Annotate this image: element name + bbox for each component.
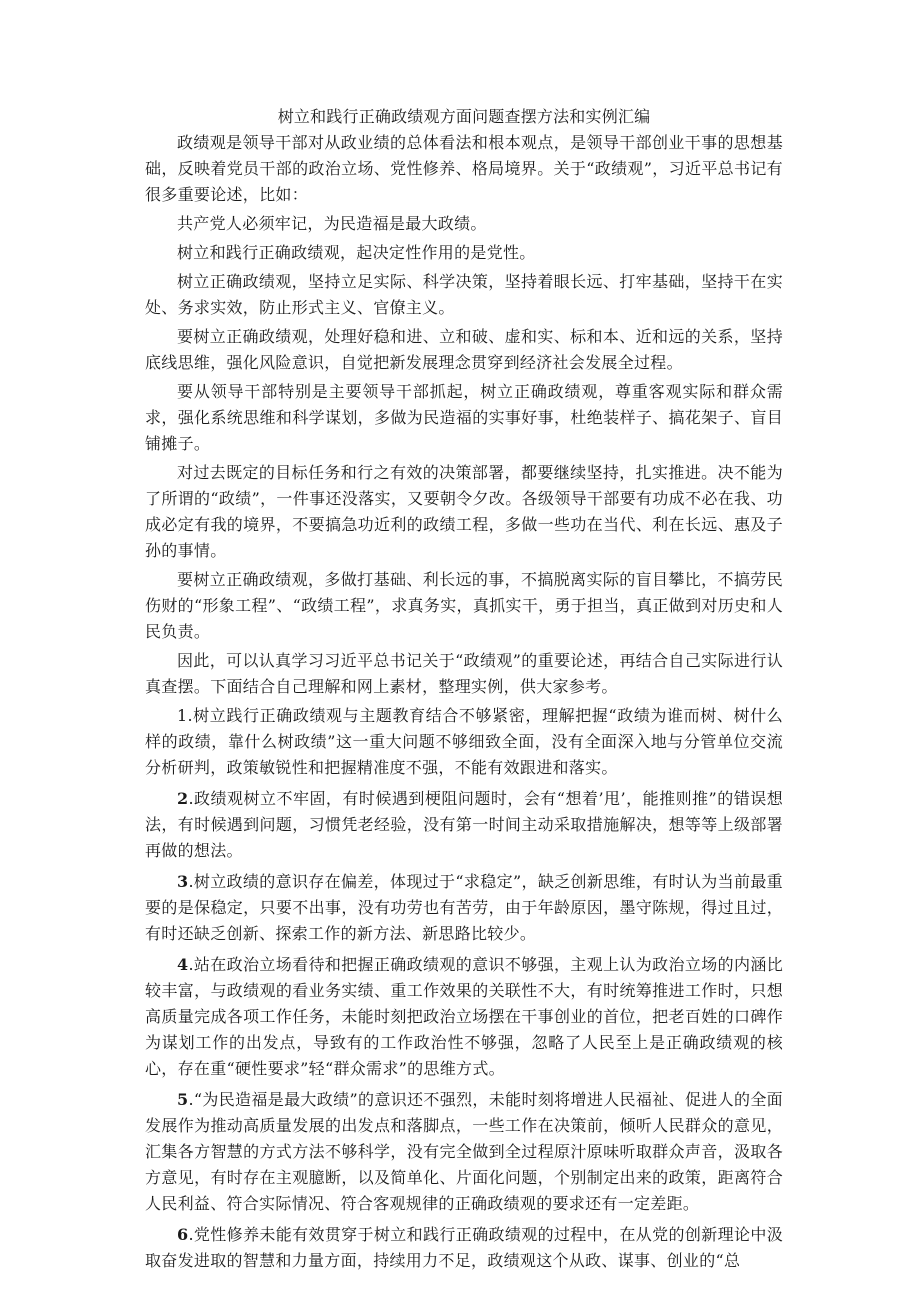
issue-item-4	[145, 952, 783, 1082]
issue-number: 6	[177, 1225, 189, 1244]
issue-number: 4	[177, 955, 189, 974]
issue-item-5	[145, 1087, 783, 1217]
quote-paragraph-7: 要树立正确政绩观，多做打基础、利长远的事，不搞脱离实际的盲目攀比，不搞劳民伤财的“形象工程”、“政绩工程”，求真务实，真抓实干，勇于担当，真正做到对历史和人民负责。	[145, 570, 783, 641]
issue-item-2	[145, 786, 783, 864]
issue-text: .“为民造福是最大政绩”的意识还不强烈，未能时刻将增进人民福祉、促进人的全面发展作为推动高质量发展的出发点和落脚点，一些工作在决策前，倾听人民群众的意见，汇集各方智慧的方式方法不够科学，没有完全做到全过程原汁原味听取群众声音，汲取各方意见，有时存在主观臆断，以及简单化、片面化问题，个别制定出来的政策，距离符合人民利益、符合实际情况、符合客观规律的正确政绩观的要求还有一定差距。	[145, 1090, 783, 1213]
issue-item-6	[145, 1222, 783, 1274]
quote-paragraph-6: 对过去既定的目标任务和行之有效的决策部署，都要继续坚持，扎实推进。决不能为了所谓的“政绩”，一件事还没落实，又要朝令夕改。各级领导干部要有功成不必在我、功成必定有我的境界，不要搞急功近利的政绩工程，多做一些功在当代、利在长远、惠及子孙的事情。	[145, 463, 783, 560]
conclusion-paragraph: 因此，可以认真学习习近平总书记关于“政绩观”的重要论述，再结合自己实际进行认真查摆。下面结合自己理解和网上素材，整理实例，供大家参考。	[145, 651, 783, 696]
issue-number: 1.	[177, 706, 193, 725]
intro-paragraph-1: 政绩观是领导干部对从政业绩的总体看法和根本观点，是领导干部创业干事的思想基础，反映着党员干部的政治立场、党性修养、格局境界。关于“政绩观”，习近平总书记有很多重要论述，比如：	[145, 133, 783, 204]
document-title: 树立和践行正确政绩观方面问题查摆方法和实例汇编	[277, 107, 651, 126]
quote-paragraph-5: 要从领导干部特别是主要领导干部抓起，树立正确政绩观，尊重客观实际和群众需求，强化系统思维和科学谋划，多做为民造福的实事好事，杜绝装样子、搞花架子、盲目铺摊子。	[145, 382, 783, 453]
quote-paragraph-2: 树立和践行正确政绩观，起决定性作用的是党性。	[177, 243, 536, 262]
issue-number: 2	[177, 789, 189, 808]
quote-paragraph-1: 共产党人必须牢记，为民造福是最大政绩。	[177, 214, 487, 233]
quote-paragraph-3: 树立正确政绩观，坚持立足实际、科学决策，坚持着眼长远、打牢基础，坚持干在实处、务求实效，防止形式主义、官僚主义。	[145, 272, 783, 317]
issue-text: .站在政治立场看待和把握正确政绩观的意识不够强，主观上认为政治立场的内涵比较丰富，与政绩观的看业务实绩、重工作效果的关联性不大，有时统筹推进工作时，只想高质量完成各项工作任务，未能时刻把政治立场摆在干事创业的首位，把老百姓的口碑作为谋划工作的出发点，导致有的工作政治性不够强，忽略了人民至上是正确政绩观的核心，存在重“硬性要求”轻“群众需求”的思维方式。	[145, 955, 783, 1078]
issue-number: 3	[177, 872, 189, 891]
issue-text: 树立践行正确政绩观与主题教育结合不够紧密，理解把握“政绩为谁而树、树什么样的政绩，靠什么树政绩”这一重大问题不够细致全面，没有全面深入地与分管单位交流分析研判，政策敏锐性和把握精准度不强，不能有效跟进和落实。	[145, 706, 783, 777]
issue-number: 5	[177, 1090, 189, 1109]
issue-text: .树立政绩的意识存在偏差，体现过于“求稳定”，缺乏创新思维，有时认为当前最重要的是保稳定，只要不出事，没有功劳也有苦劳，由于年龄原因，墨守陈规，得过且过，有时还缺乏创新、探索工作的新方法、新思路比较少。	[145, 872, 783, 943]
quote-paragraph-4: 要树立正确政绩观，处理好稳和进、立和破、虚和实、标和本、近和远的关系，坚持底线思维，强化风险意识，自觉把新发展理念贯穿到经济社会发展全过程。	[145, 327, 783, 372]
issue-item-1	[145, 703, 783, 781]
issue-item-3	[145, 869, 783, 947]
issue-text: .政绩观树立不牢固，有时候遇到梗阻问题时，会有“想着’甩’，能推则推”的错误想法，有时候遇到问题，习惯凭老经验，没有第一时间主动采取措施解决，想等等上级部署再做的想法。	[145, 789, 783, 860]
issue-text: .党性修养未能有效贯穿于树立和践行正确政绩观的过程中，在从党的创新理论中汲取奋发进取的智慧和力量方面，持续用力不足，政绩观这个从政、谋事、创业的“总	[145, 1225, 783, 1270]
document-page	[145, 104, 783, 1274]
